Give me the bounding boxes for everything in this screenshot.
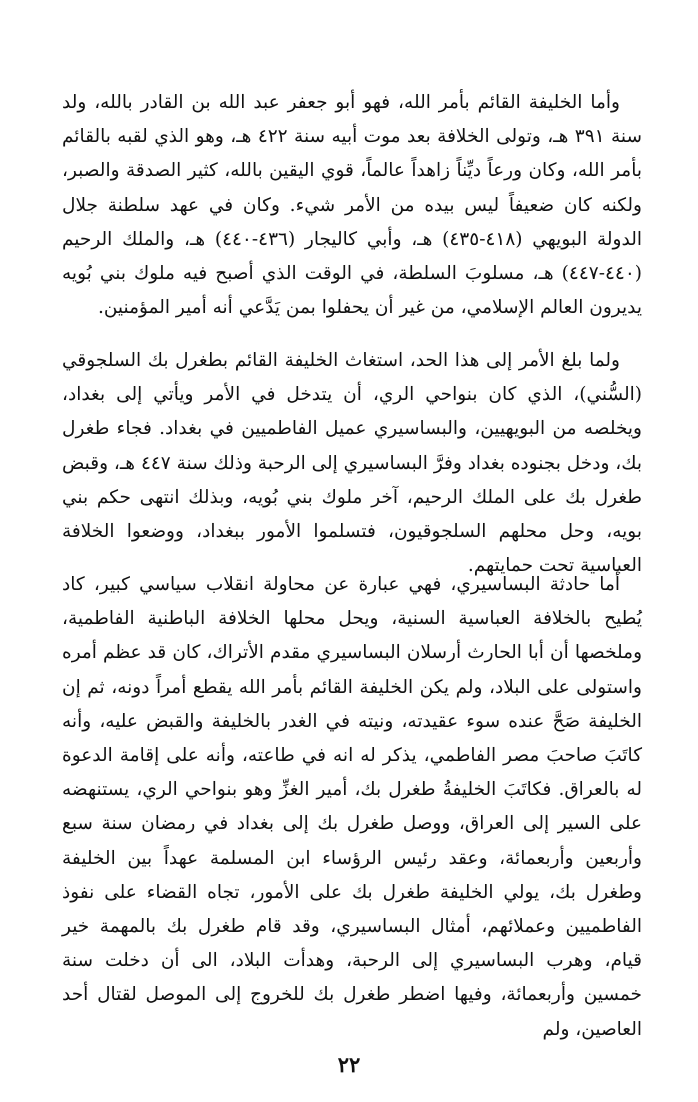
paragraph-text: ولما بلغ الأمر إلى هذا الحد، استغاث الخليفة القائم بطغرل بك السلجوقي (السُّني)، الذي كان بنواحي الري، أن يتدخل في الأمر ويأتي إلى بغداد، ويخلصه من البويهيين، والبساسيري عميل الفاطميين في بغداد. فجاء طغرل بك، ودخل بجنوده بغداد وفرَّ البساسيري إلى الرحبة وذلك سنة ٤٤٧ هـ، وقبض طغرل بك على الملك الرحيم، آخر ملوك بني بُويه، وبذلك انتهى حكم بني بويه، وحل محلهم السلجوقيون، فتسلموا الأمور ببغداد، ووضعوا الخلافة العباسية تحت حمايتهم. (62, 350, 642, 577)
paragraph-tughril-beg (62, 344, 642, 583)
page-number: ٢٢ (337, 1052, 361, 1077)
paragraph-caliph-al-qaim (62, 86, 642, 325)
paragraph-text: وأما الخليفة القائم بأمر الله، فهو أبو جعفر عبد الله بن القادر بالله، ولد سنة ٣٩١ هـ، وتولى الخلافة بعد موت أبيه سنة ٤٢٢ هـ، وهو الذي لقبه بالقائم بأمر الله، وكان ورعاً ديِّناً زاهداً عالماً، قوي اليقين بالله، كثير الصدقة والصبر، ولكنه كان ضعيفاً ليس بيده من الأمر شيء. وكان في عهد سلطنة جلال الدولة البويهي (٤١٨-٤٣٥) هـ، وأبي كاليجار (٤٣٦-٤٤٠) هـ، والملك الرحيم (٤٤٠-٤٤٧) هـ، مسلوبَ السلطة، في الوقت الذي أصبح فيه ملوك بني بُويه يديرون العالم الإسلامي، من غير أن يحفلوا بمن يَدَّعي أنه أمير المؤمنين. (62, 92, 642, 319)
paragraph-text: أما حادثة البساسيري، فهي عبارة عن محاولة انقلاب سياسي كبير، كاد يُطيح بالخلافة العباسية السنية، ويحل محلها الخلافة الباطنية الفاطمية، وملخصها أن أبا الحارث أرسلان البساسيري مقدم الأتراك، كان قد عظم أمره واستولى على البلاد، ولم يكن الخليفة القائم بأمر الله يقطع أمراً دونه، ثم إن الخليفة صَحَّ عنده سوء عقيدته، ونيته في الغدر بالخليفة والقبض عليه، وأنه كاتَبَ صاحبَ مصر الفاطمي، يذكر له انه في طاعته، وأنه على إقامة الدعوة له بالعراق. فكاتَبَ الخليفةُ طغرل بك، أمير الغزِّ وهو بنواحي الري، يستنهضه على السير إلى العراق، ووصل طغرل بك إلى بغداد في رمضان سنة سبع وأربعين وأربعمائة، وعقد رئيس الرؤساء ابن المسلمة عهداً بين الخليفة وطغرل بك، يولي الخليفة طغرل بك على الأمور، تجاه القضاء على نفوذ الفاطميين وعملائهم، أمثال البساسيري، وقد قام طغرل بك بالمهمة خير قيام، وهرب البساسيري إلى الرحبة، وهدأت البلاد، الى أن دخلت سنة خمسين وأربعمائة، وفيها اضطر طغرل بك للخروج إلى الموصل لقتال أحد العاصين، ولم (62, 574, 642, 1040)
paragraph-basasiri-incident (62, 568, 642, 1047)
